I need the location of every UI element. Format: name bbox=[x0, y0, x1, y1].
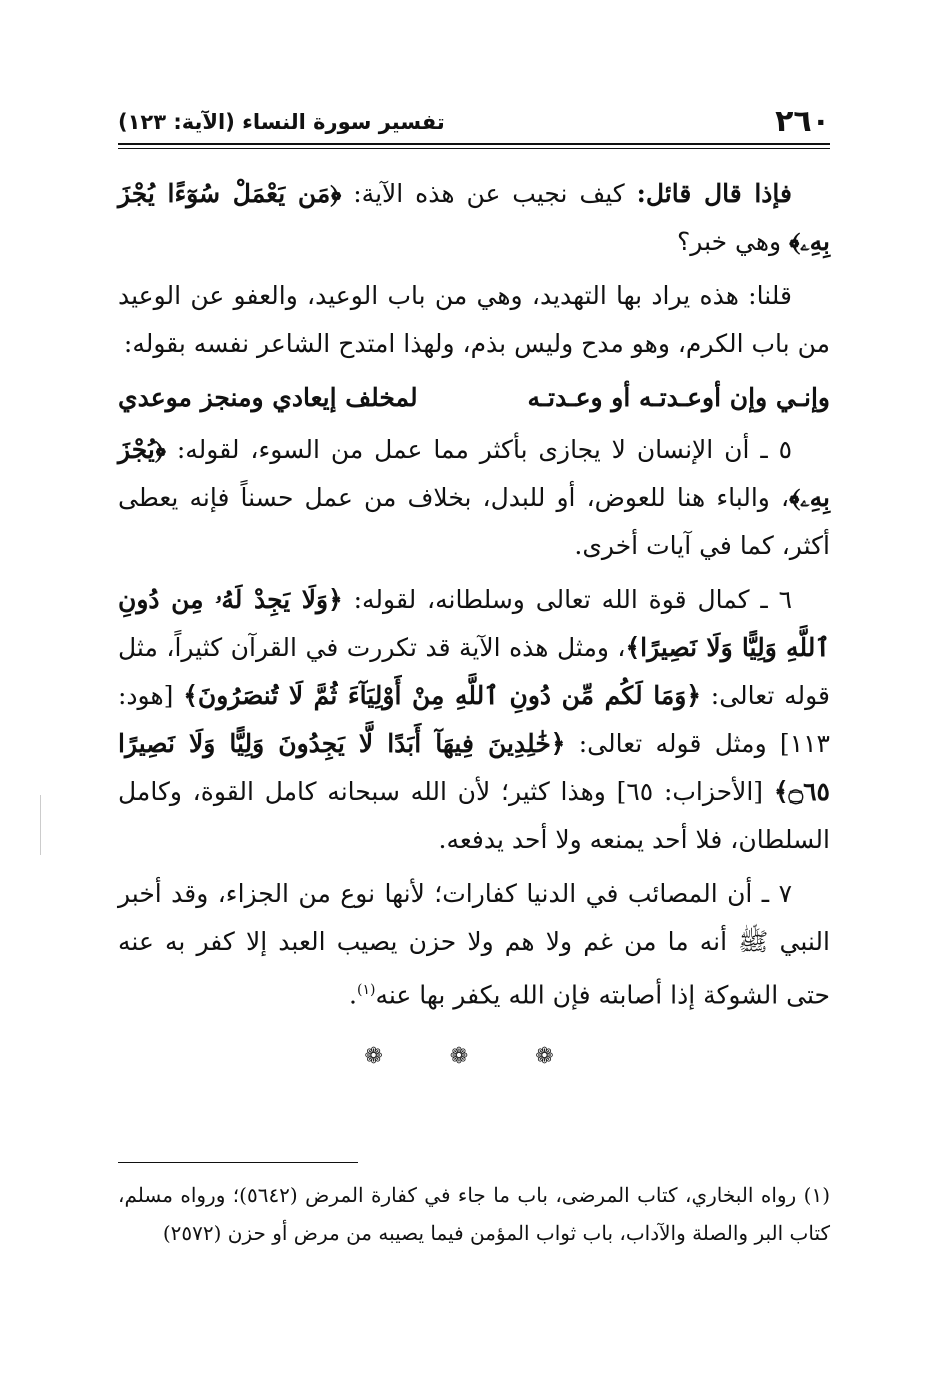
point-5-text-cont: ، والباء هنا للعوض، أو للبدل، بخلاف من عمل حسناً فإنه يعطى أكثر، كما في آيات أخرى. bbox=[118, 483, 830, 560]
poetry-verse bbox=[118, 374, 830, 422]
quran-quote: ﴿وَمَا لَكُم مِّن دُونِ ٱللَّهِ مِنْ أَوْلِيَآءَ ثُمَّ لَا تُنصَرُونَ﴾ bbox=[183, 681, 701, 710]
point-5-text: ٥ ـ أن الإنسان لا يجازى بأكثر مما عمل من السوء، لقوله: bbox=[165, 435, 792, 464]
section-separator: ❁ ❁ ❁ bbox=[364, 1044, 584, 1070]
footnote-reference[interactable]: (١) bbox=[356, 982, 376, 998]
point-6-text-cont: [هود: ١١٣] ومثل قوله تعالى: bbox=[118, 681, 830, 758]
question-text: كيف نجيب عن هذه الآية: bbox=[341, 179, 637, 208]
paragraph-point-7 bbox=[118, 870, 830, 1019]
paragraph-point-5 bbox=[118, 426, 830, 570]
question-lead: فإذا قال قائل: bbox=[636, 179, 792, 208]
point-6-text-cont: ، ومثل هذه الآية قد تكررت في القرآن كثيراً، مثل قوله تعالى: bbox=[118, 633, 830, 710]
point-7-text: ٧ ـ أن المصائب في الدنيا كفارات؛ لأنها نوع من الجزاء، وقد أخبر النبي ﷺ أنه ما من غم ولا هم ولا حزن يصيب العبد إلا كفر به عنه حتى الشوكة إذا أصابته فإن الله يكفر بها عنه bbox=[118, 879, 830, 1010]
quran-quote: ﴿يُجْزَ بِهِۦ﴾ bbox=[118, 435, 830, 512]
paragraph-point-6 bbox=[118, 576, 830, 864]
page-number: ٢٦٠ bbox=[775, 104, 830, 139]
quran-quote: ﴿مَن يَعْمَلْ سُوٓءًا يُجْزَ بِهِۦ﴾ bbox=[118, 179, 830, 256]
point-6-text: ٦ ـ كمال قوة الله تعالى وسلطانه، لقوله: bbox=[342, 585, 792, 614]
quran-quote: ﴿وَلَا يَجِدْ لَهُۥ مِن دُونِ ٱللَّهِ وَلِيًّا وَلَا نَصِيرًا﴾ bbox=[118, 585, 830, 662]
running-title: تفسير سورة النساء (الآية: ١٢٣) bbox=[118, 110, 445, 134]
point-7-end: . bbox=[349, 980, 357, 1010]
quran-quote: ﴿خَٰلِدِينَ فِيهَآ أَبَدًا لَّا يَجِدُونَ وَلِيًّا وَلَا نَصِيرًا ۝٦٥﴾ bbox=[118, 729, 830, 806]
verse-second-hemistich: لمخلف إيعادي ومنجز موعدي bbox=[118, 383, 418, 412]
question-end: وهي خبر؟ bbox=[677, 227, 790, 256]
footnote: (١) رواه البخاري، كتاب المرضى، باب ما جاء في كفارة المرض (٥٦٤٢)؛ ورواه مسلم، كتاب البر والصلة والآداب، باب ثواب المؤمن فيما يصيبه من مرض أو حزن (٢٥٧٢) bbox=[118, 1183, 830, 1245]
footnote-divider bbox=[118, 1162, 358, 1163]
page-header bbox=[118, 96, 830, 142]
point-6-text-end: [الأحزاب: ٦٥] وهذا كثير؛ لأن الله سبحانه كامل القوة، وكامل السلطان، فلا أحد يمنعه ولا أحد يدفعه. bbox=[118, 777, 830, 854]
header-divider bbox=[118, 143, 830, 149]
scan-mark bbox=[40, 795, 41, 855]
paragraph-question bbox=[118, 170, 830, 266]
main-text bbox=[118, 170, 830, 1081]
verse-first-hemistich: وإنـي وإن أوعـدتـه أو وعـدتـه bbox=[527, 383, 830, 412]
paragraph-answer: قلنا: هذه يراد بها التهديد، وهي من باب الوعيد، والعفو عن الوعيد من باب الكرم، وهو مدح وليس بذم، ولهذا امتدح الشاعر نفسه بقوله: bbox=[118, 281, 830, 358]
